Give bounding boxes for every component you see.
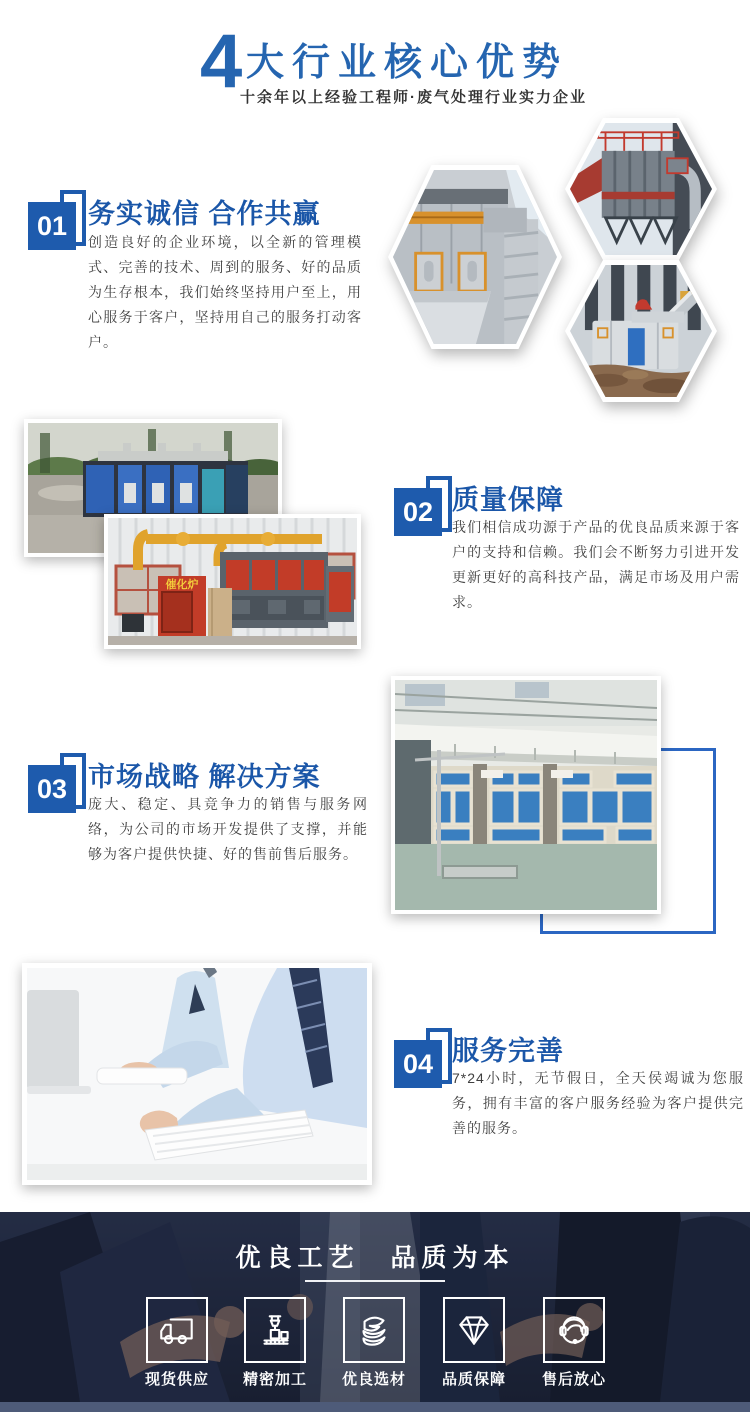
feature-label-quality: 品质保障 [441,1371,506,1388]
customer-service-photo [27,968,367,1180]
section-badge-02 [394,476,452,536]
badge-number: 04 [394,1040,442,1088]
section-title-3: 市场战略 解决方案 [88,762,321,792]
page-title: 大行业核心优势 [246,42,569,84]
truck-icon [156,1309,198,1351]
diamond-icon [453,1309,495,1351]
footer-divider [305,1280,445,1282]
photo-customer-service [22,963,372,1185]
catalytic-furnace-photo [108,518,357,645]
section-body-3: 庞大、稳定、具竞争力的销售与服务网络，为公司的市场开发提供了支撑，并能够为客户提供快捷、好的售前售后服务。 [88,796,368,862]
badge-number: 02 [394,488,442,536]
machining-icon [254,1309,296,1351]
footer-banner [0,1212,750,1402]
section-title-4: 服务完善 [452,1036,564,1066]
section-badge-04 [394,1028,452,1088]
feature-label-materials: 优良选材 [341,1371,406,1388]
feature-box-materials [343,1297,405,1363]
section-body-4: 7*24小时，无节假日，全天侯竭诚为您服务，拥有丰富的客户服务经验为客户提供完善的服务。 [452,1070,744,1136]
photo-workshop-booths [391,676,661,914]
bottom-strip [0,1402,750,1412]
workshop-photo [395,680,657,910]
section-title-2: 质量保障 [452,485,564,515]
feature-box-machining [244,1297,306,1363]
feature-box-stock [146,1297,208,1363]
layers-icon [353,1309,395,1351]
feature-label-aftersales: 售后放心 [541,1371,606,1388]
headset-icon [553,1309,595,1351]
footer-title: 优良工艺 品质为本 [235,1244,515,1272]
section-body-1: 创造良好的企业环境，以全新的管理模式、完善的技术、周到的服务、好的品质为生存根本，我们始终坚持用户至上，用心服务于客户，坚持用自己的服务打动客户。 [88,234,362,350]
feature-label-stock: 现货供应 [144,1371,209,1388]
feature-box-aftersales [543,1297,605,1363]
section-badge-03 [28,753,86,813]
hex-photo-outdoor-unit [565,260,717,402]
hex-photo-bag-filter [565,118,717,260]
badge-number: 01 [28,202,76,250]
section-body-2: 我们相信成功源于产品的优良品质来源于客户的支持和信赖。我们会不断努力引进开发更新更好的高科技产品，满足市场及用户需求。 [452,519,740,610]
hex-photo-dust-collector [388,165,562,349]
section-badge-01 [28,190,86,250]
badge-number: 03 [28,765,76,813]
photo-catalytic-furnace [104,514,361,649]
feature-label-machining: 精密加工 [242,1371,307,1388]
feature-box-quality [443,1297,505,1363]
furnace-label: 催化炉 [165,579,199,591]
big-number: 4 [200,19,243,104]
section-title-1: 务实诚信 合作共赢 [88,199,321,229]
page-subtitle: 十余年以上经验工程师·废气处理行业实力企业 [240,89,587,106]
